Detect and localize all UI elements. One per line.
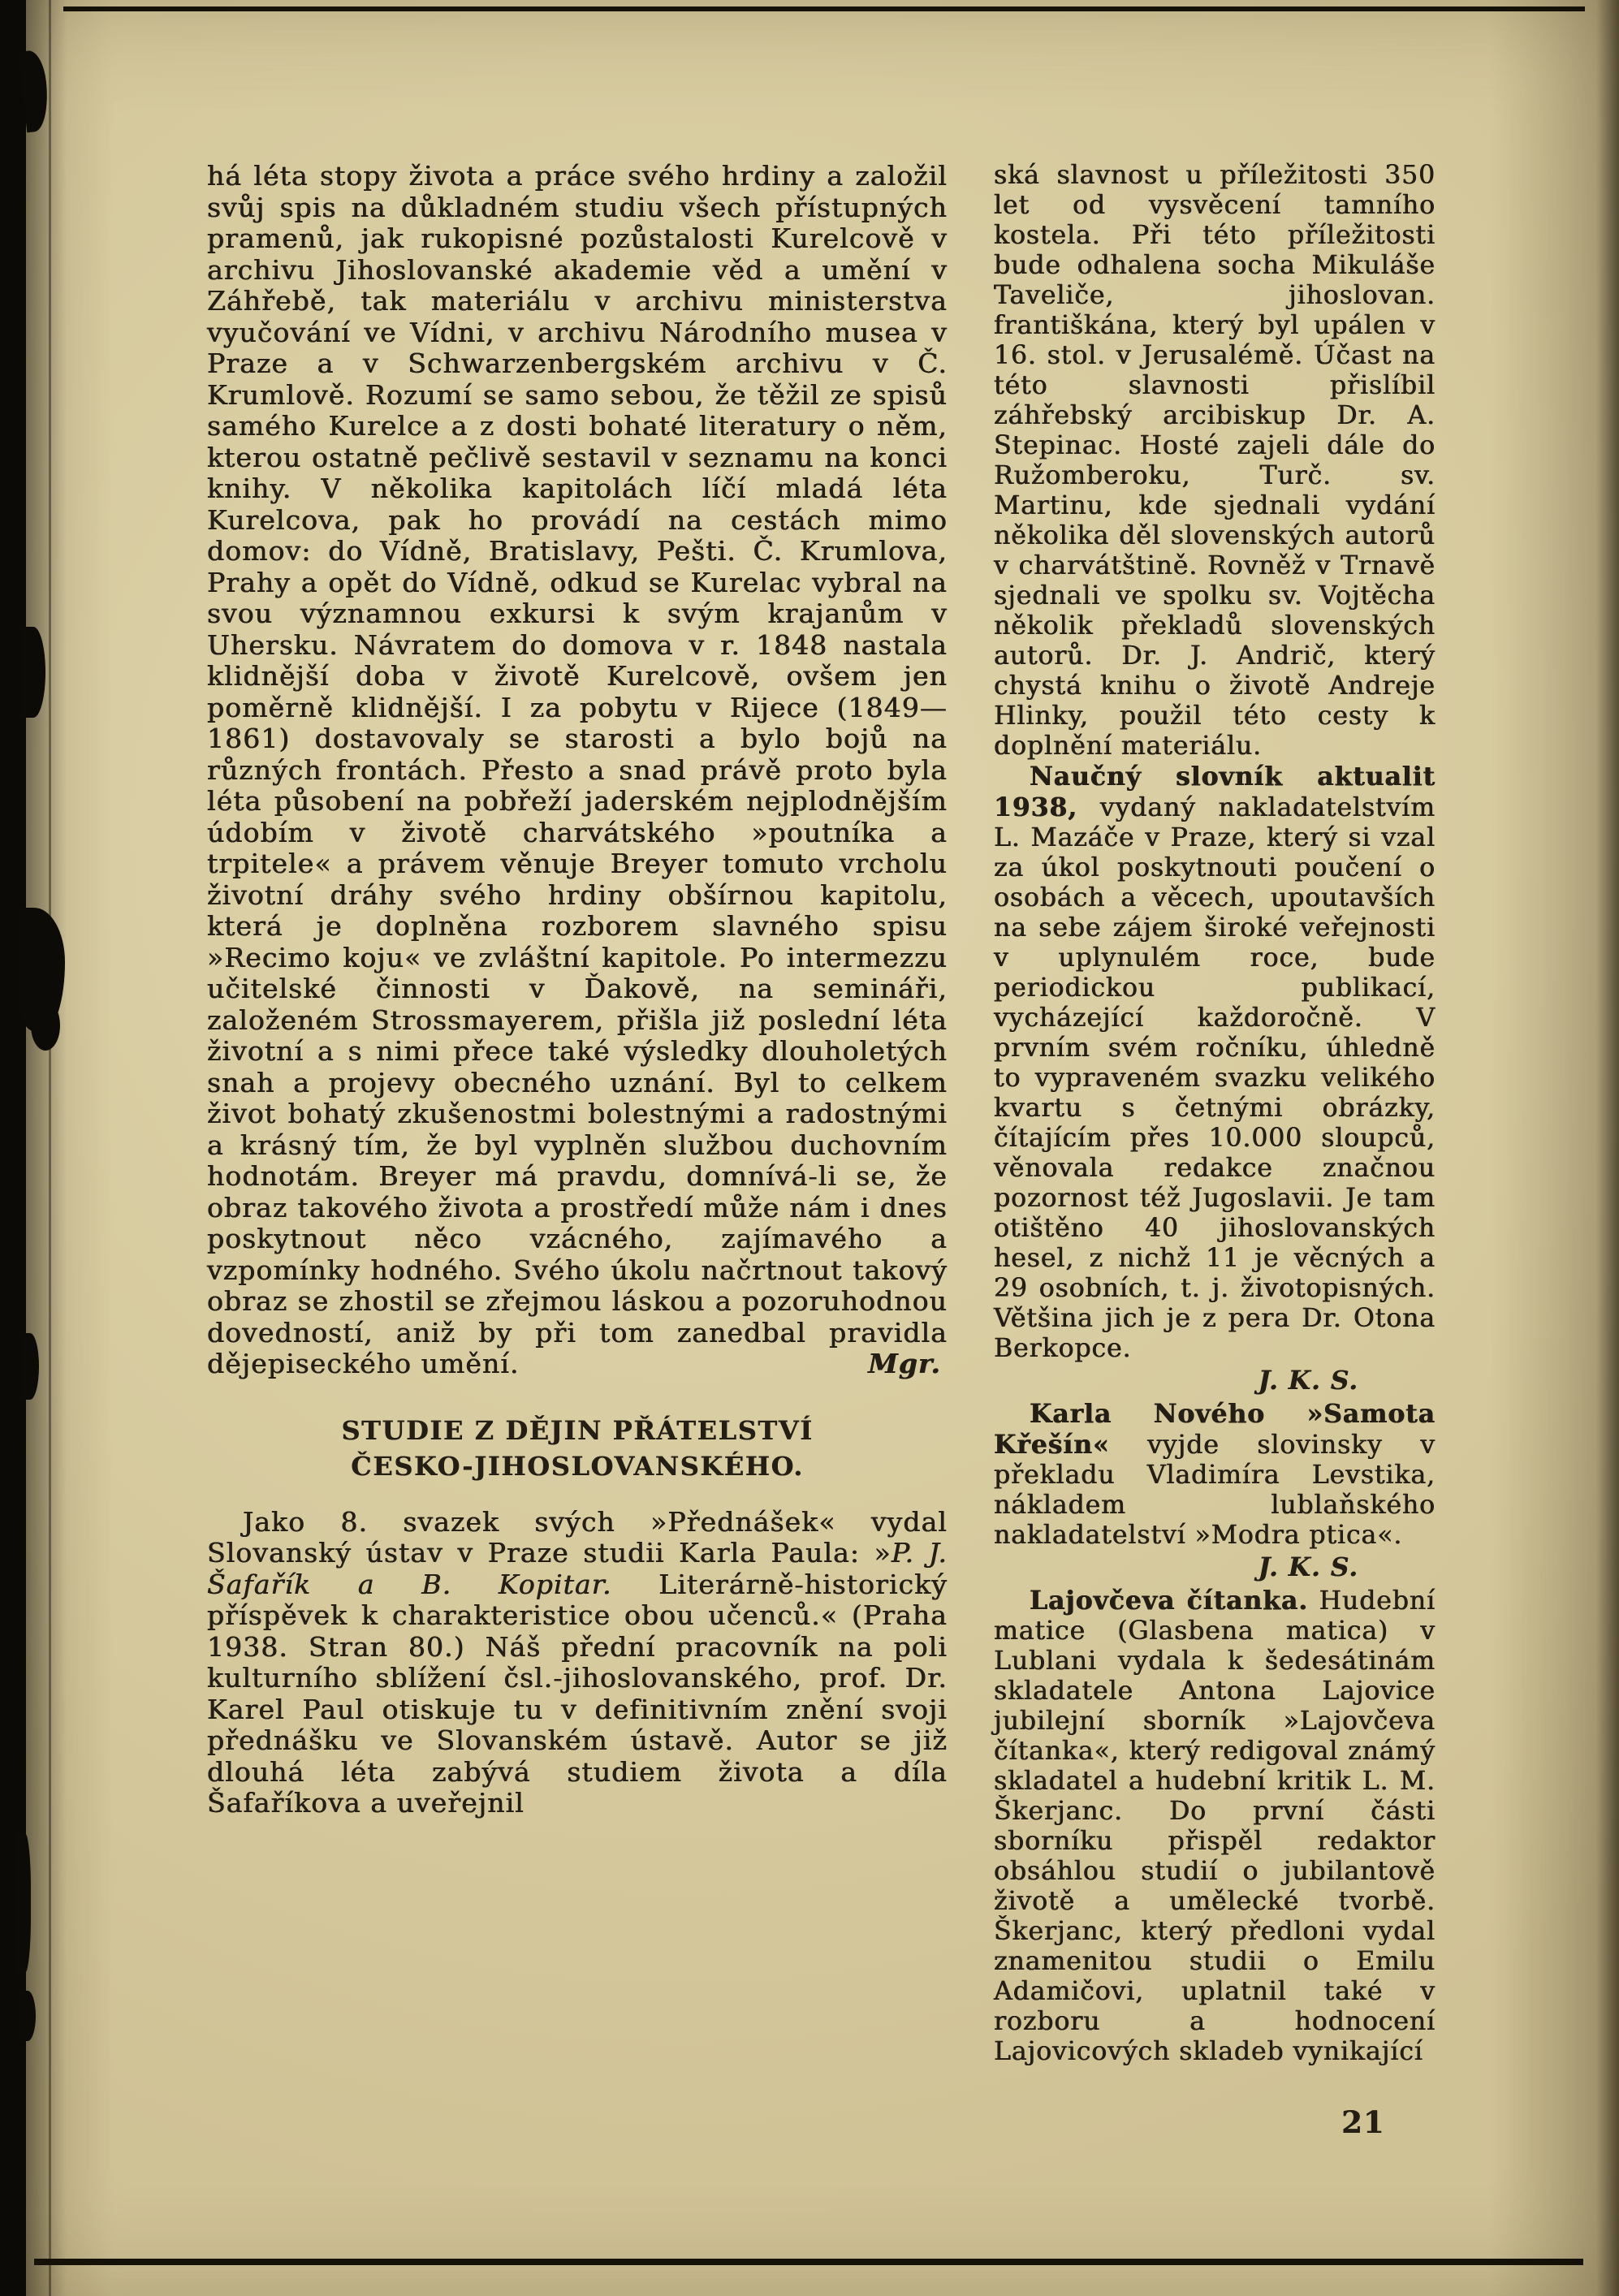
top-rule xyxy=(63,6,1585,11)
gutter-shadow-line xyxy=(49,0,51,2296)
right-page-edge xyxy=(1596,0,1619,2296)
section-heading-line: STUDIE Z DĚJIN PŘÁTELSTVÍ xyxy=(341,1414,814,1446)
author-signature: J. K. S. xyxy=(1258,1552,1358,1582)
paragraph-text: Hudební matice (Glasbena matica) v Lublani vydala k šedesátinám skladatele Antona Lajovice jubilejní sborník »Lajovčeva čítanka«, který redigoval známý skladatel a hudební kritik L. M. Škerjanc. Do první části sborníku přispěl redaktor obsáhlou studií o jubilantově životě a umělecké tvorbě. Škerjanc, který předloni vydal znamenitou studii o Emilu Adamičovi, uplatnil také v rozboru a hodnocení Lajovicových skladeb vynikající xyxy=(994,1586,1436,2066)
left-column xyxy=(207,161,948,1819)
paragraph xyxy=(994,161,1436,762)
section-heading xyxy=(207,1413,948,1484)
author-signature: Mgr. xyxy=(868,1348,941,1379)
paragraph-lead: Lajovčeva čítanka. xyxy=(1030,1586,1309,1616)
paragraph-text: ská slavnost u příležitosti 350 let od vysvěcení tamního kostela. Při této příležitosti bude odhalena socha Mikuláše Taveliče, jihoslovan. františkána, který byl upálen v 16. stol. v Jerusalémě. Účast na této slavnosti přislíbil záhřebský arcibiskup Dr. A. Stepinac. Hosté zajeli dále do Ružomberoku, Turč. sv. Martinu, kde sjednali vydání několika děl slovenských autorů v charvátštině. Rovněž v Trnavě sjednali ve spolku sv. Vojtěcha několik překladů slovenských autorů. Dr. J. Andrič, který chystá knihu o životě Andreje Hlinky, použil této cesty k doplnění materiálu. xyxy=(994,161,1436,761)
scan-artifact xyxy=(19,1991,36,2041)
author-signature: J. K. S. xyxy=(1258,1366,1358,1396)
bottom-rule xyxy=(34,2259,1583,2265)
paragraph-text: vydaný nakladatelstvím L. Mazáče v Praze, který si vzal za úkol poskytnouti poučení o osobách a věcech, upoutavších na sebe zájem široké veřejnosti v uplynulém roce, bude periodickou publikací, vycházející každoročně. V prvním svém ročníku, úhledně to vypraveném svazku velikého kvartu s četnými obrázky, čítajícím přes 10.000 sloupců, věnovala redakce značnou pozornost též Jugoslavii. Je tam otištěno 40 jihoslovanských hesel, z nichž 11 je věcných a 29 osobních, t. j. životopisných. Většina jich je z pera Dr. Otona Berkopce. xyxy=(994,793,1436,1363)
scan-artifact xyxy=(31,1000,60,1051)
scan-artifact xyxy=(21,1333,39,1400)
paragraph xyxy=(207,161,948,1380)
paragraph xyxy=(994,1586,1436,2067)
page-number: 21 xyxy=(1341,2104,1385,2140)
paragraph xyxy=(207,1507,948,1819)
paragraph-lead: Karla Nového »Samota Křešín« xyxy=(994,1399,1436,1460)
scan-artifact xyxy=(21,627,45,718)
scan-artifact xyxy=(16,1833,31,1973)
paragraph-text: Jako 8. svazek svých »Přednášek« vydal Slovanský ústav v Praze studii Karla Paula: » xyxy=(207,1505,948,1569)
binding-shadow xyxy=(26,0,67,2296)
right-column xyxy=(994,161,1436,2067)
paragraph-text: Literárně-historický příspěvek k charakteristice obou učenců.« (Praha 1938. Stran 80.) Náš přední pracovník na poli kulturního sblížení čsl.-jihoslovanského, prof. Dr. Karel Paul otiskuje tu v definitivním znění svoji přednášku ve Slovanském ústavě. Autor se již dlouhá léta zabývá studiem života a díla Šafaříkova a uveřejnil xyxy=(207,1568,948,1819)
paragraph-text: há léta stopy života a práce svého hrdiny a založil svůj spis na důkladném studiu všech přístupných pramenů, jak rukopisné pozůstalosti Kurelcově v archivu Jihoslovanské akademie věd a umění v Záhřebě, tak materiálu v archivu ministerstva vyučování ve Vídni, v archivu Národního musea v Praze a v Schwarzenbergském archivu v Č. Krumlově. Rozumí se samo sebou, že těžil ze spisů samého Kurelce a z dosti bohaté literatury o něm, kterou ostatně pečlivě sestavil v seznamu na konci knihy. V několika kapitolách líčí mladá léta Kurelcova, pak ho provádí na cestách mimo domov: do Vídně, Bratislavy, Pešti. Č. Krumlova, Prahy a opět do Vídně, odkud se Kurelac vybral na svou významnou exkursi k svým krajanům v Uhersku. Návratem do domova v r. 1848 nastala klidnější doba v životě Kurelcově, ovšem jen poměrně klidnější. I za pobytu v Rijece (1849—1861) dostavovaly se starosti a bylo bojů na různých frontách. Přesto a snad právě proto byla léta působení na pobřeží jaderském nejplodnějším údobím v životě charvátského »poutníka a trpitele« a právem věnuje Breyer tomuto vrcholu životní dráhy svého hrdiny obšírnou kapitolu, která je doplněna rozborem slavného spisu »Recimo koju« ve zvláštní kapitole. Po intermezzu učitelské činnosti v Ďakově, na semináři, založeném Strossmayerem, přišla již poslední léta životní a s nimi přece také výsledky dlouholetých snah a projevy obecného uznání. Byl to celkem život bohatý zkušenostmi bolestnými a radostnými a krásný tím, že byl vyplněn službou duchovním hodnotám. Breyer má pravdu, domnívá-li se, že obraz takového života a prostředí může nám i dnes poskytnout něco vzácného, zajímavého a vzpomínky hodného. Svého úkolu načrtnout takový obraz se zhostil se zřejmou láskou a pozoruhodnou dovedností, aniž by při tom zanedbal pravidla dějepiseckého umění. xyxy=(207,160,948,1379)
paragraph xyxy=(994,1399,1436,1551)
section-heading-line: ČESKO-JIHOSLOVANSKÉHO. xyxy=(351,1450,804,1482)
paragraph xyxy=(994,762,1436,1364)
paragraph-lead: Naučný slovník aktualit 1938, xyxy=(994,762,1436,822)
paragraph-text: vyjde slovinsky v překladu Vladimíra Levstika, nákladem lublaňského nakladatelství »Modra ptica«. xyxy=(994,1431,1436,1550)
book-title-italic: P. J. Šafařík a B. Kopitar. xyxy=(207,1537,948,1600)
